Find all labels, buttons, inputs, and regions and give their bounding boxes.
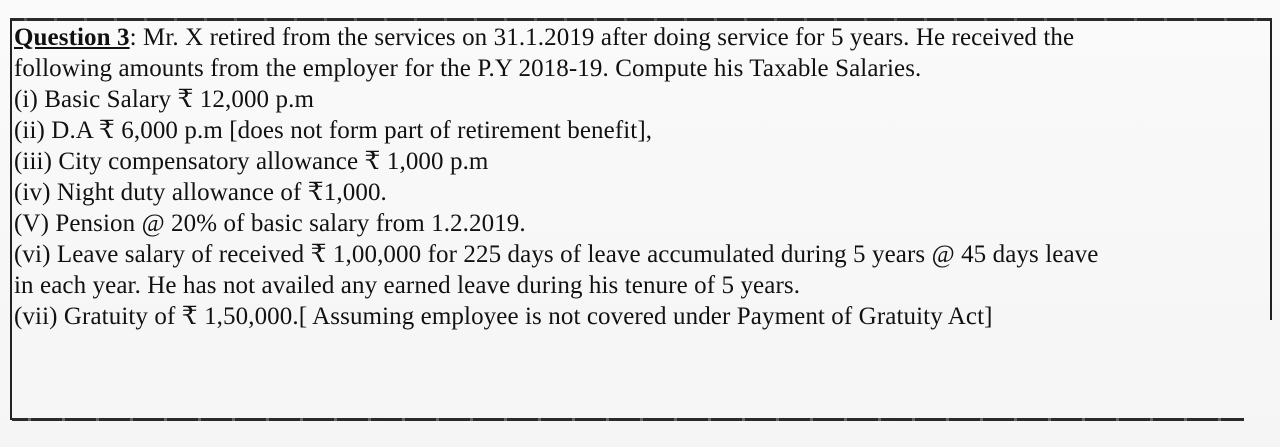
right-border-line <box>1270 20 1272 320</box>
question-label: Question 3 <box>14 24 130 51</box>
item-gratuity: (vii) Gratuity of ₹ 1,50,000.[ Assuming employee is not covered under Payment of Gratuity Act] <box>14 303 993 330</box>
left-border-line <box>10 20 12 420</box>
bottom-dashed-rule <box>12 418 1244 421</box>
item-pension: (V) Pension @ 20% of basic salary from 1.2.2019. <box>14 210 526 237</box>
question-text-block <box>14 22 1264 332</box>
item-leave-salary: (vi) Leave salary of received ₹ 1,00,000 for 225 days of leave accumulated during 5 years @ 45 days leave <box>14 241 1099 268</box>
question-heading-line <box>14 22 1264 53</box>
question-intro-line-2: following amounts from the employer for the P.Y 2018-19. Compute his Taxable Salaries. <box>14 55 922 82</box>
item-city-compensatory-allowance: (iii) City compensatory allowance ₹ 1,000 p.m <box>14 148 489 175</box>
item-night-duty-allowance: (iv) Night duty allowance of ₹1,000. <box>14 179 387 206</box>
item-leave-salary-continued: in each year. He has not availed any earned leave during his tenure of 5 years. <box>14 272 801 299</box>
item-basic-salary: (i) Basic Salary ₹ 12,000 p.m <box>14 86 315 113</box>
item-dearness-allowance: (ii) D.A ₹ 6,000 p.m [does not form part of retirement benefit], <box>14 117 653 144</box>
question-intro-line-1: : Mr. X retired from the services on 31.1.2019 after doing service for 5 years. He received the <box>129 24 1075 51</box>
top-dashed-rule <box>10 18 1272 21</box>
